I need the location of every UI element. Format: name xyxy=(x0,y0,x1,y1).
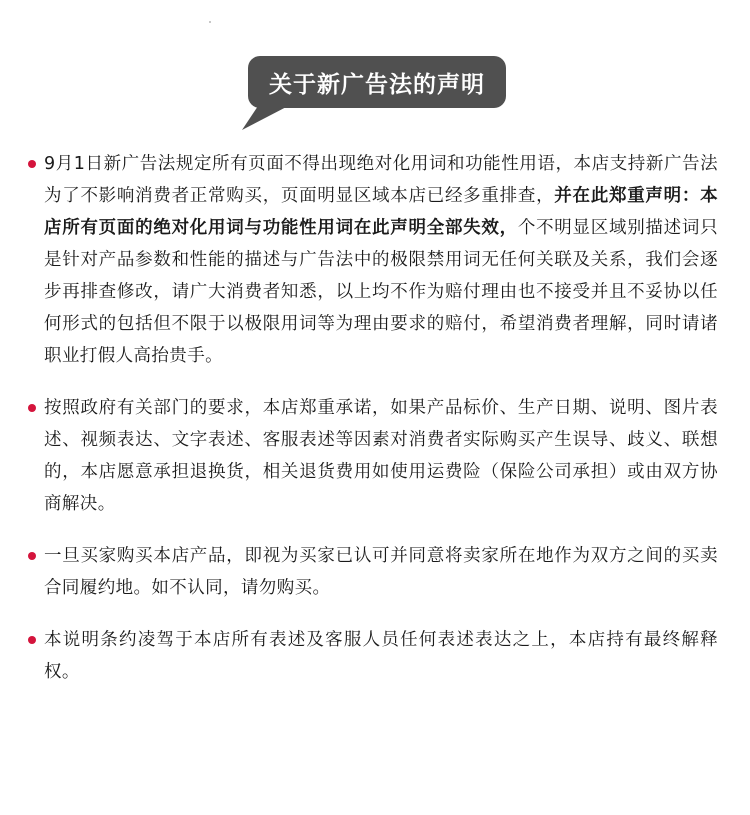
bullet-dot-icon xyxy=(28,404,36,412)
statement-paragraph-4 xyxy=(28,624,718,688)
statement-paragraph-1 xyxy=(28,148,718,372)
title-badge xyxy=(248,56,506,108)
bullet-dot-icon xyxy=(28,160,36,168)
paragraph-3-text: 一旦买家购买本店产品，即视为买家已认可并同意将卖家所在地作为双方之间的买卖合同履约地。如不认同，请勿购买。 xyxy=(44,546,718,598)
paragraph-1-text-part-1: 9月1日新广告法规定所有页面不得出现绝对化用词和功能性用语，本店支持新广告法为了不影响消费者正常购买，页面明显区域本店已经多重排查， xyxy=(44,154,718,206)
page-title: 关于新广告法的声明 xyxy=(269,71,485,98)
paragraph-2-text: 按照政府有关部门的要求，本店郑重承诺，如果产品标价、生产日期、说明、图片表述、视频表达、文字表述、客服表述等因素对消费者实际购买产生误导、歧义、联想的，本店愿意承担退换货，相关退货费用如使用运费险（保险公司承担）或由双方协商解决。 xyxy=(44,398,718,514)
bullet-dot-icon xyxy=(28,636,36,644)
bullet-dot-icon xyxy=(28,552,36,560)
paragraph-4-text: 本说明条约凌驾于本店所有表述及客服人员任何表述表达之上，本店持有最终解释权。 xyxy=(44,630,718,682)
paragraph-1-text-part-2: 个不明显区域别描述词只是针对产品参数和性能的描述与广告法中的极限禁用词无任何关联及关系，我们会逐步再排查修改，请广大消费者知悉，以上均不作为赔付理由也不接受并且不妥协以任何形式的包括但不限于以极限用词等为理由要求的赔付，希望消费者理解，同时请诸职业打假人高抬贵手。 xyxy=(44,218,718,366)
statement-paragraph-2 xyxy=(28,392,718,520)
statement-paragraph-3 xyxy=(28,540,718,604)
statement-body xyxy=(28,148,718,708)
paragraph-1-bold-declaration: 并在此郑重声明：本店所有页面的绝对化用词与功能性用词在此声明全部失效， xyxy=(44,186,718,238)
